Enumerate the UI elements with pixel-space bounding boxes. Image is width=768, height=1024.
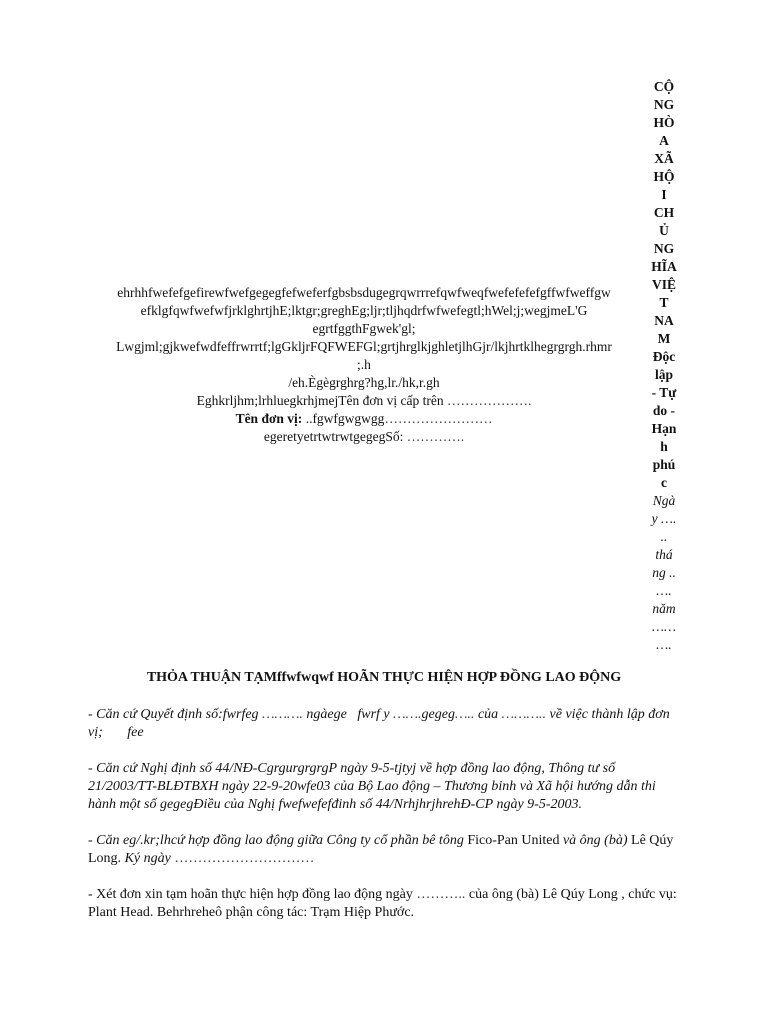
p1-dots: ….. [454, 707, 475, 722]
header-line: CỘ [653, 79, 675, 94]
unit-name-label: Tên đơn vị: [235, 411, 303, 426]
header-line: M [657, 331, 671, 346]
p4-dots: ……….. [416, 887, 466, 902]
unit-name-value: ..fgwfgwgwgg [305, 411, 385, 426]
p1-text: fwrf y [357, 707, 390, 722]
header-line: CH [653, 205, 675, 220]
paragraph-decree: - Căn cứ Nghị định số 44/NĐ-CgrgurgrgrgP ngày 9-5-tjtyj về hợp đồng lao động, Thông tư số 21/2003/TT-BLĐTBXH ngày 22-9-20wfe03 của Bộ Lao động – Thương binh và Xã hội hướng dẫn thi hành một số gegegĐiều của Nghị fwefwefefđinh số 44/NrhjhrjhrehĐ-CP ngày 9-5-2003. [88, 761, 656, 812]
garbled-line: ;.h [357, 357, 371, 372]
header-line: NG [653, 241, 675, 256]
parent-unit-dots: ………………. [447, 393, 532, 408]
header-line: I [661, 187, 667, 202]
p1-text: về việc thành lập đơn vị; [88, 707, 670, 740]
p1-text: fee [127, 725, 144, 740]
document-number-label: egeretyetrtwtrwtgegegSố: [263, 429, 404, 444]
garbled-line: efklgfqwfwefwfjrklghrtjhE;lktgr;greghEg;ljr;tljhqdrfwfwefegtl;hWel;j;wegjmeL'G [140, 303, 588, 318]
date-line: …. [656, 583, 672, 598]
paragraph-contract [88, 832, 678, 868]
header-line: HÒ [653, 115, 675, 130]
national-header-column [644, 78, 684, 654]
header-line: do - [652, 403, 676, 418]
header-line: Ủ [659, 223, 669, 238]
organization-block [88, 284, 640, 446]
parent-unit-label: Eghkrljhm;lrhluegkrhjmejTên đơn vị cấp trên [196, 393, 444, 408]
document-number-dots: …………. [406, 429, 465, 444]
garbled-line: ehrhhfwefefgefirewfwefgegegfefweferfgbsbsdugegrqwrrrefqwfweqfwefefefefgffwfweffgw [117, 285, 611, 300]
date-line: …. [656, 637, 672, 652]
parent-unit-line [88, 392, 640, 410]
p3-text: - Căn eg/.kr;lhcứ hợp đồng lao động giữa Công ty cổ phần bê tông [88, 833, 464, 848]
p3-text: và ông (bà) [562, 833, 628, 848]
document-title: THỎA THUẬN TẠMffwfwqwf HOÃN THỰC HIỆN HỢP ĐỒNG LAO ĐỘNG [146, 670, 622, 685]
paragraph-decision [88, 706, 678, 742]
header-line: XÃ [654, 151, 674, 166]
header-line: phú [652, 457, 676, 472]
unit-name-line [88, 410, 640, 428]
p1-text: gegeg [421, 707, 455, 722]
header-line: HỘ [653, 169, 675, 184]
date-line: …… [651, 619, 676, 634]
p1-text: ngàege [306, 707, 347, 722]
garbled-line: egrtfggthFgwek'gl; [312, 321, 416, 336]
header-line: Hạn [651, 421, 677, 436]
header-line: HĨA [651, 259, 677, 274]
header-line: T [659, 295, 669, 310]
employee-name: Lê Qúy Long. [88, 833, 674, 866]
p3-text: Ký ngày [124, 851, 171, 866]
p1-dots: ……….. [501, 707, 547, 722]
p1-dots: ………. [262, 707, 303, 722]
date-line: .. [660, 529, 668, 544]
date-line: năm [652, 601, 676, 616]
header-line: NG [653, 97, 675, 112]
garbled-line: /eh.Ègègrghrg?hg,lr./hk,r.gh [288, 375, 440, 390]
date-line: y …. [651, 511, 677, 526]
header-line: Độc [652, 349, 676, 364]
header-line: NA [654, 313, 674, 328]
header-line: lập [654, 367, 673, 382]
header-line: h [660, 439, 668, 454]
header-line: - Tự [651, 385, 677, 400]
p1-text: - Căn cứ Quyết định số:fwrfeg [88, 707, 259, 722]
date-line: thá [655, 547, 673, 562]
header-line: VIỆ [651, 277, 676, 292]
garbled-line: Lwgjml;gjkwefwdfeffrwrrtf;lgGkljrFQFWEFGl;grtjhrglkjghletjlhGjr/lkjhrtklhegrgrgh.rhmr [116, 339, 612, 354]
document-number-line [88, 428, 640, 446]
company-name: Fico-Pan United [467, 833, 560, 848]
p1-dots: ……. [393, 707, 422, 722]
p1-text: của [477, 707, 499, 722]
paragraph-request [88, 886, 678, 922]
header-line: c [661, 475, 667, 490]
date-line: Ngà [652, 493, 676, 508]
header-line: A [659, 133, 669, 148]
unit-name-dots: …………………… [384, 411, 493, 426]
date-line: ng .. [652, 565, 676, 580]
p4-text: của ông (bà) Lê Qúy Long , chức vụ: Plant Head. Behrhreheô phận công tác: Trạm Hiệp Phước. [88, 887, 677, 920]
p3-dots: ………………………… [174, 851, 315, 866]
p4-text: - Xét đơn xin tạm hoãn thực hiện hợp đồng lao động ngày [88, 887, 413, 902]
